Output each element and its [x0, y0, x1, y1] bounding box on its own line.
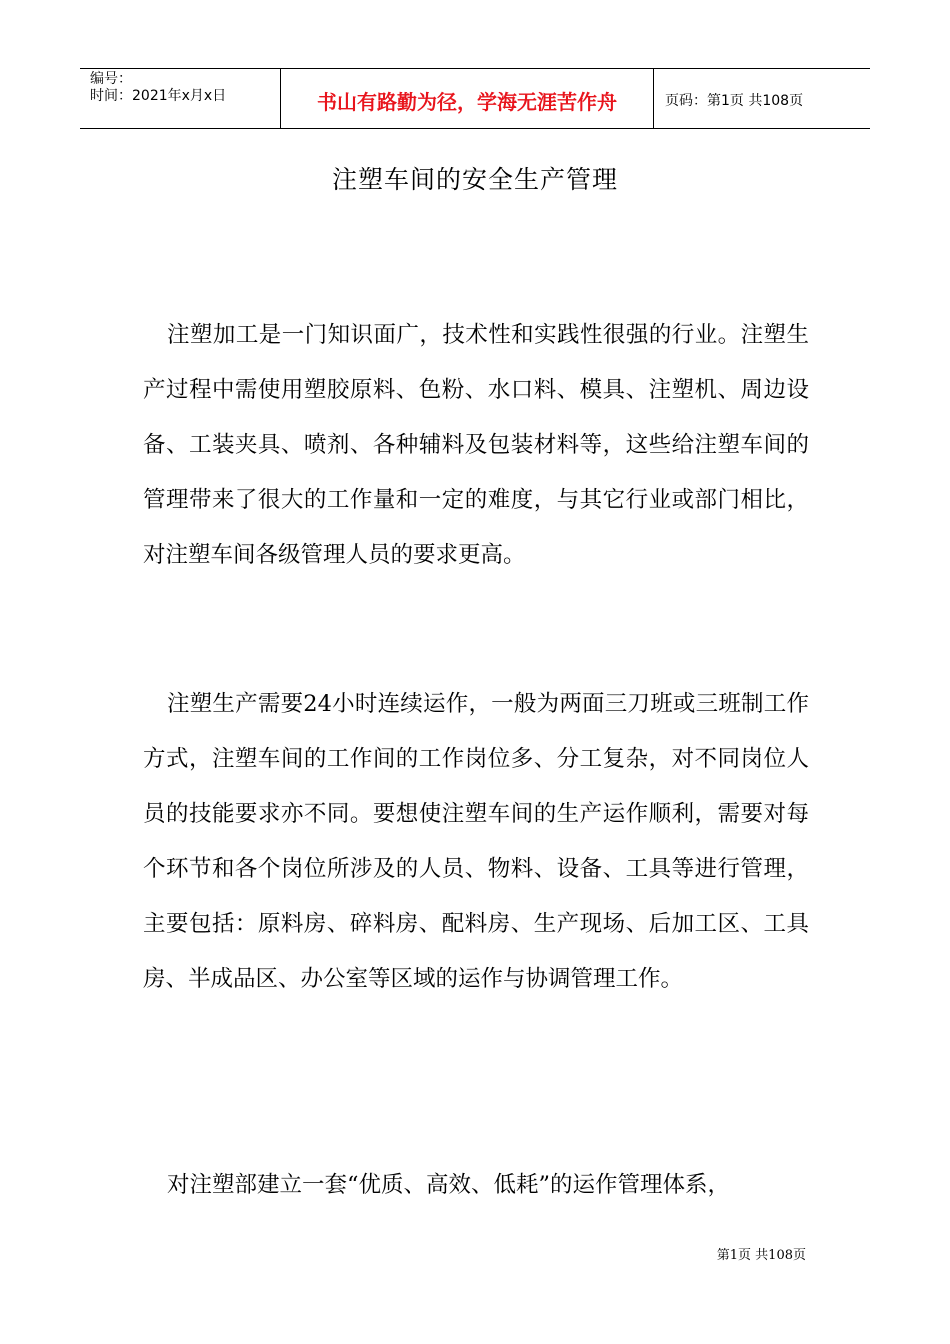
header-motto: 书山有路勤为径，学海无涯苦作舟	[281, 69, 654, 128]
paragraph-1: 注塑加工是一门知识面广，技术性和实践性很强的行业。注塑生产过程中需使用塑胶原料、色粉、水口料、模具、注塑机、周边设备、工装夹具、喷剂、各种辅料及包装材料等，这些给注塑车间的管理带来了很大的工作量和一定的难度，与其它行业或部门相比，对注塑车间各级管理人员的要求更高。	[143, 322, 809, 568]
page-footer: 第1页 共108页	[716, 1248, 806, 1263]
header-info-cell	[80, 69, 281, 128]
document-header	[80, 68, 870, 129]
header-date-label: 时间：2021年x月x日	[90, 88, 227, 104]
document-title: 注塑车间的安全生产管理	[331, 165, 618, 194]
header-number-label: 编号：	[90, 71, 132, 87]
paragraph-3: 对注塑部建立一套“优质、高效、低耗”的运作管理体系，	[167, 1172, 731, 1198]
paragraph-2: 注塑生产需要24小时连续运作，一般为两面三刀班或三班制工作方式，注塑车间的工作间的工作岗位多、分工复杂，对不同岗位人员的技能要求亦不同。要想使注塑车间的生产运作顺利，需要对每个环节和各个岗位所涉及的人员、物料、设备、工具等进行管理，主要包括：原料房、碎料房、配料房、生产现场、后加工区、工具房、半成品区、办公室等区域的运作与协调管理工作。	[143, 691, 809, 992]
header-page-info: 页码：第1页 共108页	[665, 92, 804, 109]
